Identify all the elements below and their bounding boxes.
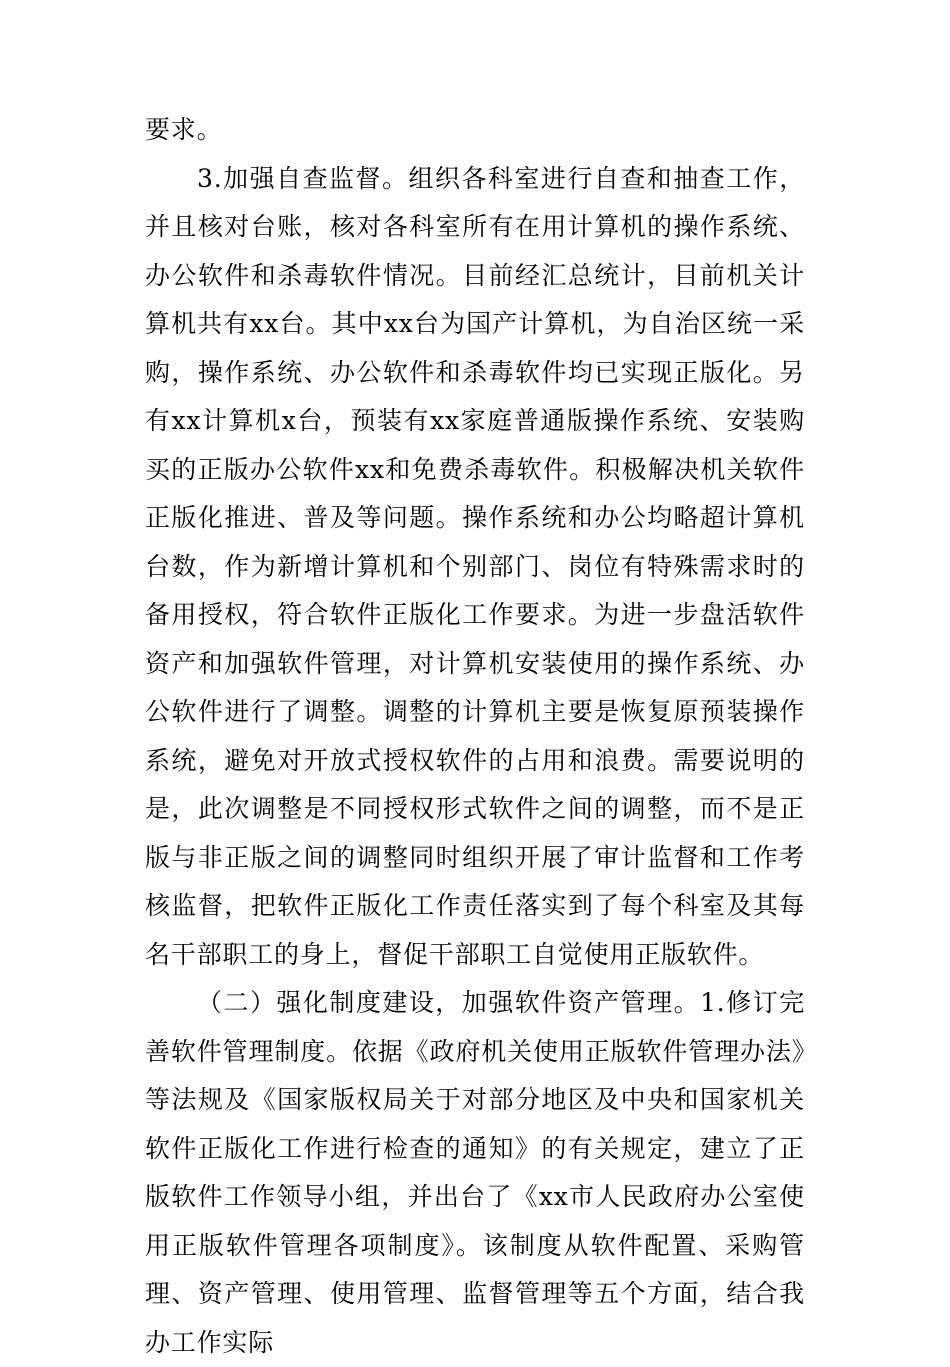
paragraph-continuation: 要求。	[145, 115, 223, 144]
document-page	[145, 106, 805, 1367]
paragraph-system-building: （二）强化制度建设，加强软件资产管理。1.修订完善软件管理制度。依据《政府机关使用正版软件管理办法》等法规及《国家版权局关于对部分地区及中央和国家机关软件正版化工作进行检查的通知》的有关规定，建立了正版软件工作领导小组，并出台了《xx市人民政府办公室使用正版软件管理各项制度》。该制度从软件配置、采购管理、资产管理、使用管理、监督管理等五个方面，结合我办工作实际	[145, 988, 805, 1357]
paragraph-self-inspection: 3.加强自查监督。组织各科室进行自查和抽查工作，并且核对台账，核对各科室所有在用计算机的操作系统、办公软件和杀毒软件情况。目前经汇总统计，目前机关计算机共有xx台。其中xx台为国产计算机，为自治区统一采购，操作系统、办公软件和杀毒软件均已实现正版化。另有xx计算机x台，预装有xx家庭普通版操作系统、安装购买的正版办公软件xx和免费杀毒软件。积极解决机关软件正版化推进、普及等问题。操作系统和办公均略超计算机台数，作为新增计算机和个别部门、岗位有特殊需求时的备用授权，符合软件正版化工作要求。为进一步盘活软件资产和加强软件管理，对计算机安装使用的操作系统、办公软件进行了调整。调整的计算机主要是恢复原预装操作系统，避免对开放式授权软件的占用和浪费。需要说明的是，此次调整是不同授权形式软件之间的调整，而不是正版与非正版之间的调整同时组织开展了审计监督和工作考核监督，把软件正版化工作责任落实到了每个科室及其每名干部职工的身上，督促干部职工自觉使用正版软件。	[145, 163, 805, 969]
